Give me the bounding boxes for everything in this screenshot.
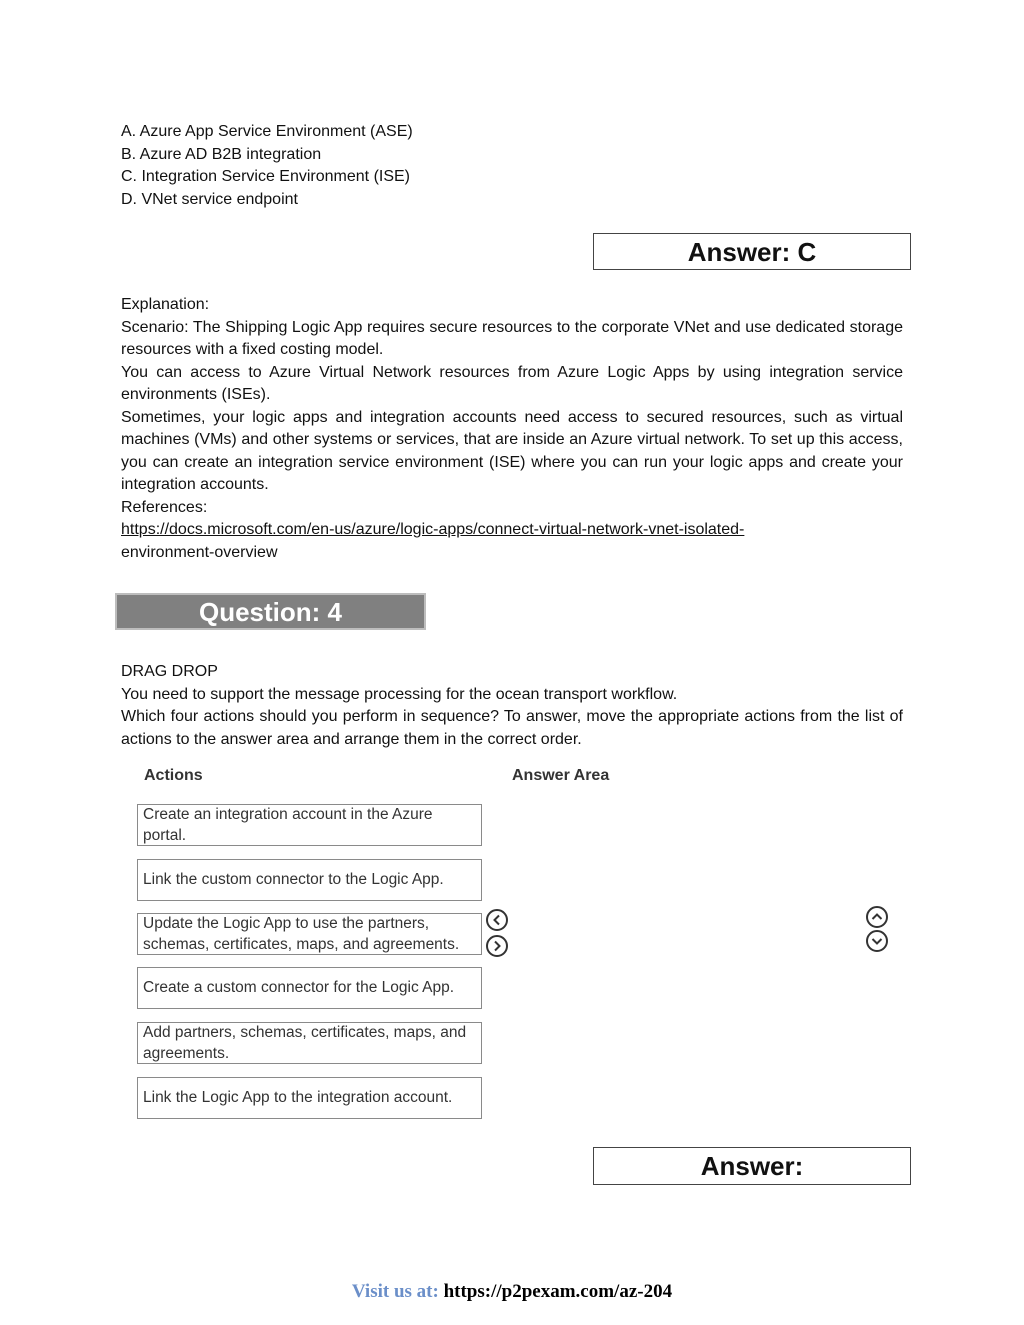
chevron-left-icon <box>491 914 503 926</box>
explanation <box>121 294 903 564</box>
answer-box: Answer: C <box>593 233 911 270</box>
option-a: A. Azure App Service Environment (ASE) <box>121 123 413 140</box>
option-c: C. Integration Service Environment (ISE) <box>121 168 411 185</box>
reference-link-continued[interactable]: environment-overview <box>121 543 278 561</box>
action-item-2[interactable] <box>137 859 482 901</box>
action-item-4[interactable] <box>137 967 482 1009</box>
move-left-button[interactable] <box>486 909 508 931</box>
action-item-1-line-1: Create an integration account in the Azure <box>143 805 433 823</box>
action-item-3-line-2: schemas, certificates, maps, and agreements. <box>143 936 460 953</box>
question-type: DRAG DROP <box>121 663 218 680</box>
footer <box>0 1281 1024 1303</box>
question-title: Question: 4 <box>198 597 342 627</box>
footer-visit-label: Visit us at: <box>351 1281 444 1302</box>
action-item-1[interactable] <box>137 804 482 846</box>
question-text <box>121 661 903 751</box>
explanation-paragraph-1: Scenario: The Shipping Logic App requires secure resources to the corporate VNet and use dedicated storage resources with a fixed costing model. <box>121 318 903 358</box>
question-title-bar <box>115 593 426 630</box>
action-item-5[interactable] <box>137 1022 482 1064</box>
move-down-button[interactable] <box>866 930 888 952</box>
explanation-paragraph-3: Sometimes, your logic apps and integration accounts need access to secured resources, such as virtual machines (VMs) and other systems or services, that are inside an Azure virtual network. To set up this access, you can create an integration service environment (ISE) where you can run your logic apps and create your integration accounts. <box>121 408 903 493</box>
action-item-6-line-1: Link the Logic App to the integration account. <box>143 1089 453 1107</box>
chevron-down-icon <box>871 935 883 947</box>
chevron-up-icon <box>871 911 883 923</box>
question-line-2: Which four actions should you perform in sequence? To answer, move the appropriate actions from the list of actions to the answer area and arrange them in the correct order. <box>121 708 903 748</box>
option-d: D. VNet service endpoint <box>121 190 298 208</box>
action-item-5-line-1: Add partners, schemas, certificates, maps, and <box>143 1023 467 1041</box>
move-up-button[interactable] <box>866 906 888 928</box>
answer-options <box>121 121 413 211</box>
action-item-2-line-1: Link the custom connector to the Logic App. <box>143 871 444 889</box>
references-label: References: <box>121 498 208 516</box>
action-item-3[interactable] <box>137 913 482 955</box>
action-item-4-line-1: Create a custom connector for the Logic App. <box>143 979 455 997</box>
reference-link[interactable]: https://docs.microsoft.com/en-us/azure/logic-apps/connect-virtual-network-vnet-isolated- <box>121 521 745 538</box>
action-item-1-line-2: portal. <box>143 827 187 844</box>
action-item-6[interactable] <box>137 1077 482 1119</box>
question-line-1: You need to support the message processing for the ocean transport workflow. <box>121 685 678 703</box>
move-right-button[interactable] <box>486 935 508 957</box>
action-item-3-line-1: Update the Logic App to use the partners, <box>143 914 430 932</box>
footer-url[interactable]: https://p2pexam.com/az-204 <box>443 1281 673 1302</box>
answer-area-title: Answer Area <box>512 767 610 784</box>
option-b: B. Azure AD B2B integration <box>121 145 322 163</box>
action-item-5-line-2: agreements. <box>143 1045 230 1062</box>
actions-title: Actions <box>144 767 203 784</box>
answer-box-2: Answer: <box>593 1147 911 1185</box>
explanation-paragraph-2: You can access to Azure Virtual Network resources from Azure Logic Apps by using integration service environments (ISEs). <box>121 363 903 403</box>
explanation-heading: Explanation: <box>121 296 210 313</box>
chevron-right-icon <box>491 940 503 952</box>
